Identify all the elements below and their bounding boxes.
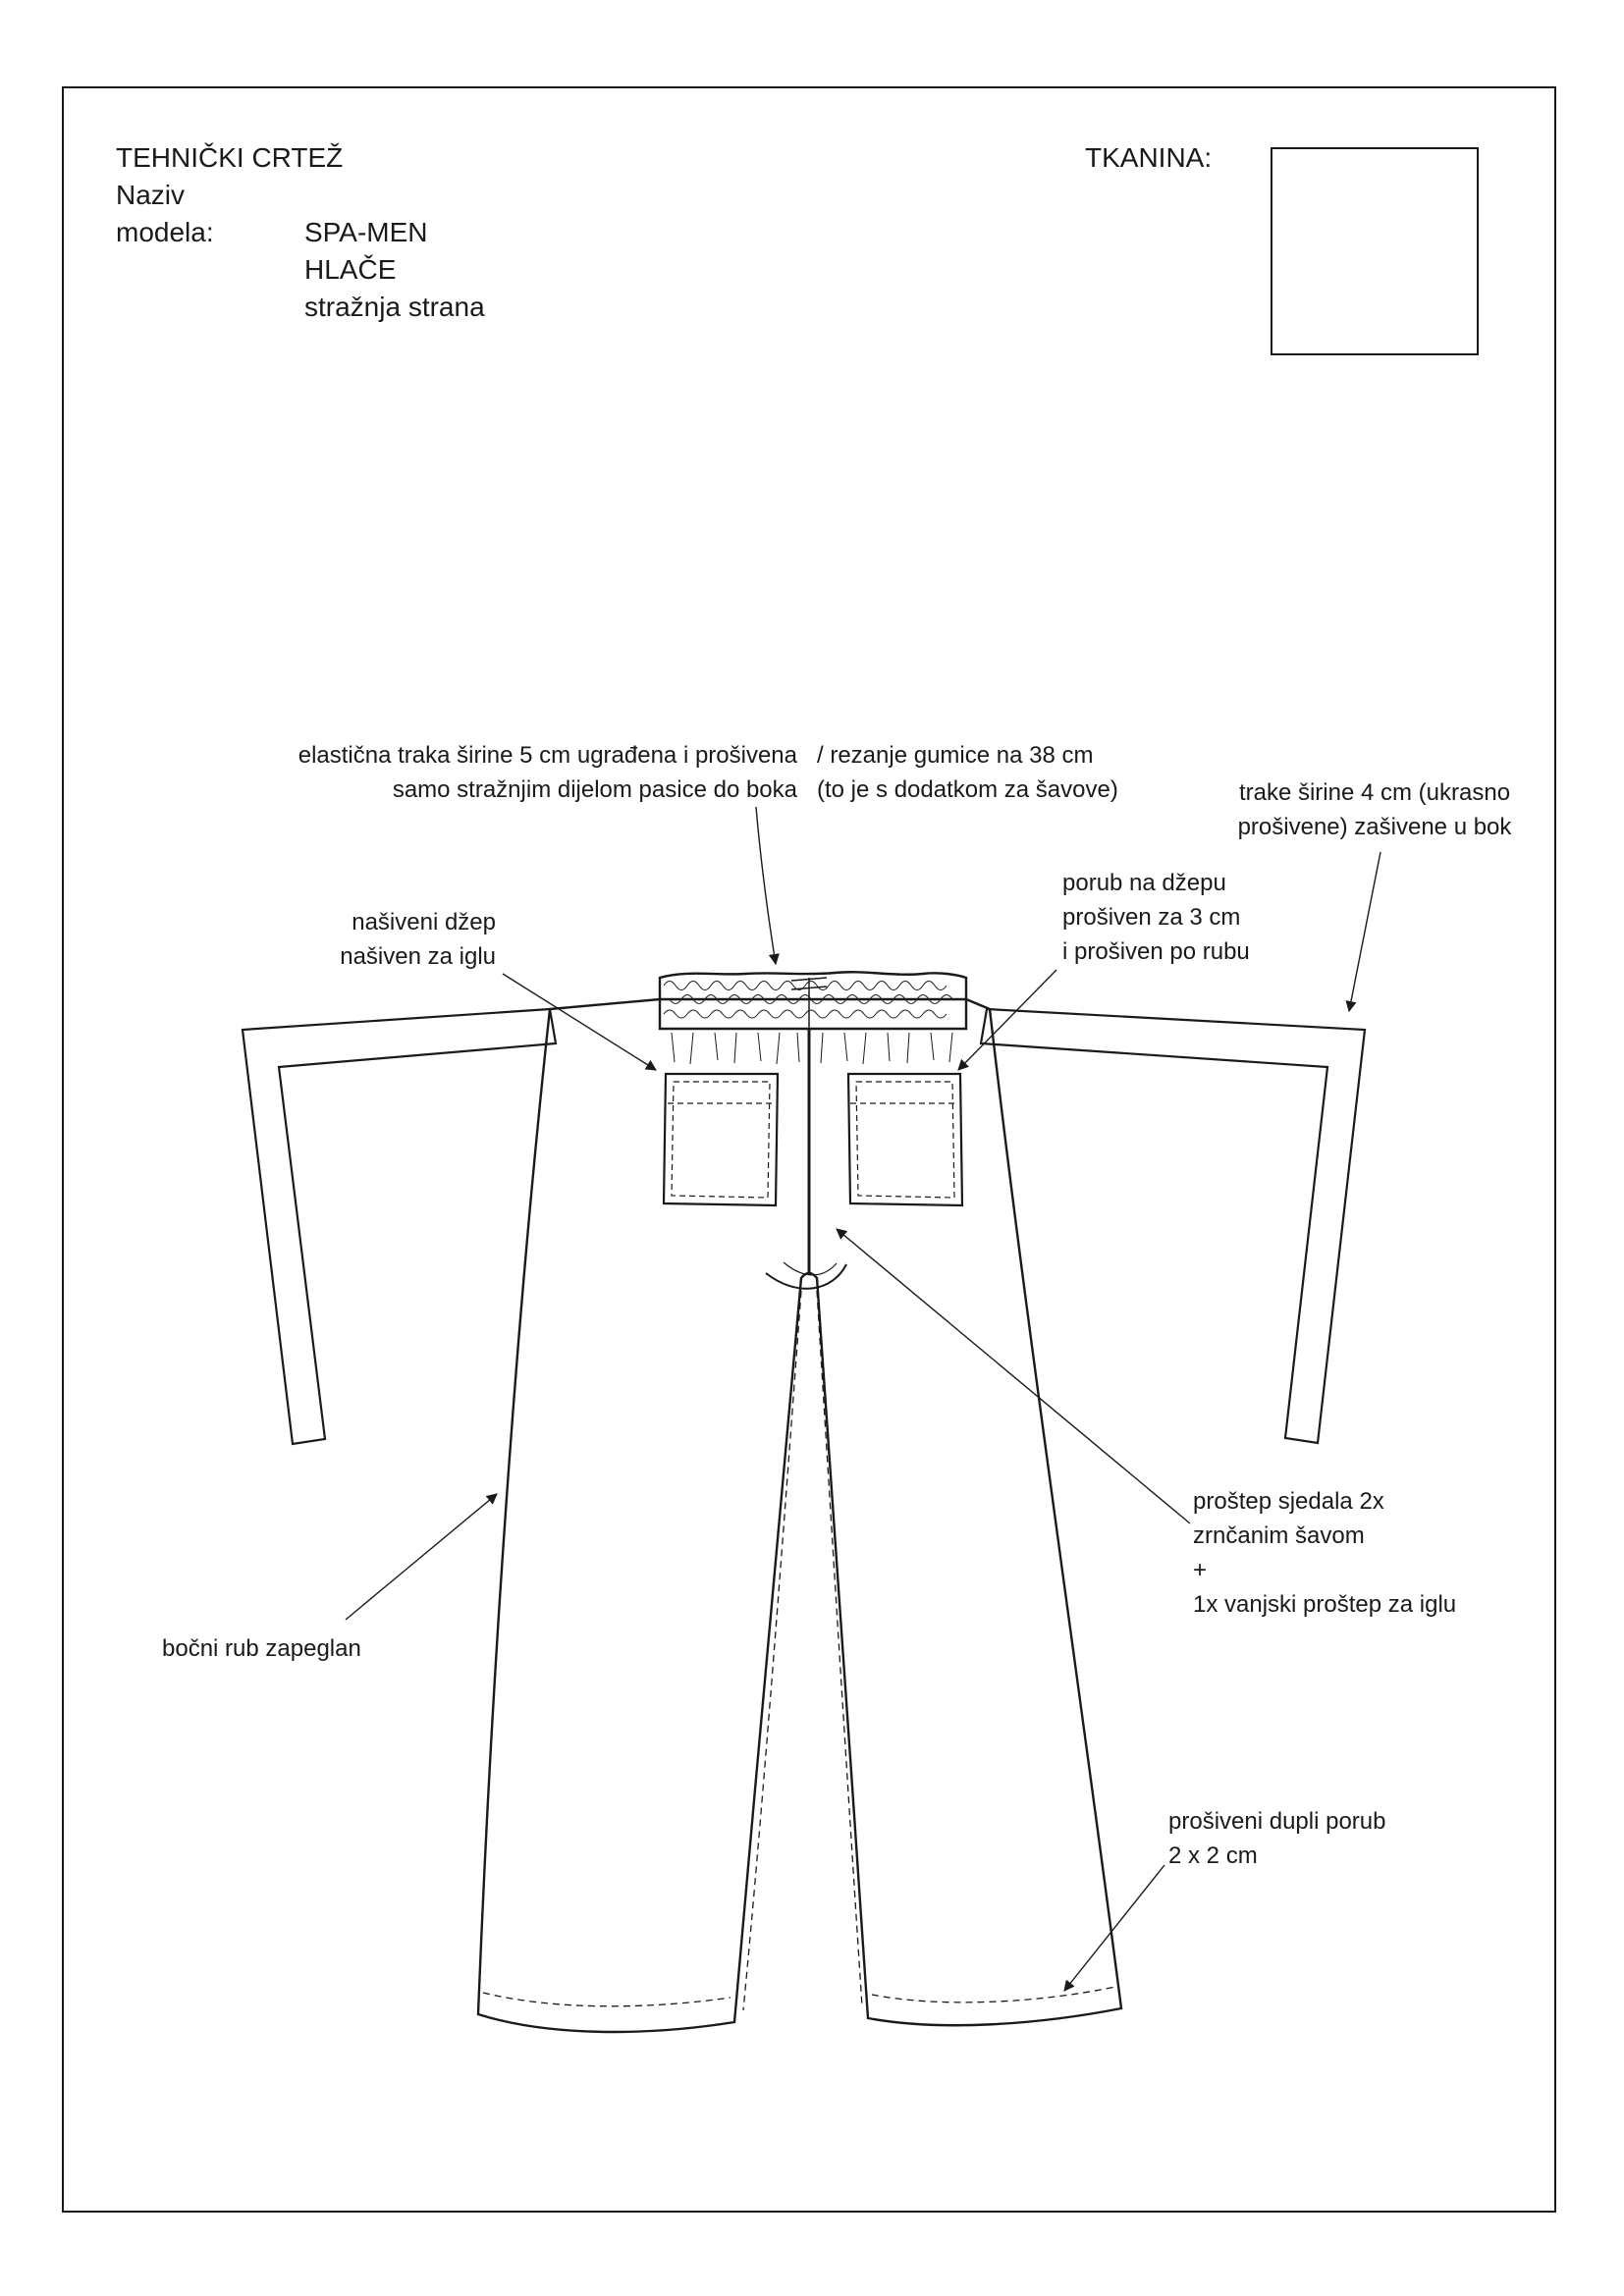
leader-side-hem	[346, 1494, 497, 1620]
elastic-waistband	[660, 972, 966, 1064]
annotation-bottom-hem	[1168, 1804, 1385, 1873]
left-strap	[243, 1009, 556, 1444]
annotation-pocket-hem-line1: porub na džepu	[1062, 870, 1226, 896]
right-hem-stitch	[872, 1987, 1115, 2002]
annotation-seat-seam-line1: proštep sjedala 2x	[1193, 1488, 1384, 1515]
model-label: modela:	[116, 217, 214, 247]
annotation-elastic	[245, 738, 797, 807]
annotation-pocket-hem-line3: i prošiven po rubu	[1062, 938, 1250, 965]
annotation-straps-line2: prošivene) zašivene u bok	[1237, 814, 1512, 840]
annotation-bottom-hem-line1: prošiveni dupli porub	[1168, 1808, 1386, 1835]
annotation-elastic-cut-line2: (to je s dodatkom za šavove)	[817, 776, 1118, 803]
annotation-seat-seam-line2: zrnčanim šavom	[1193, 1522, 1365, 1549]
leader-pocket	[503, 974, 656, 1070]
fabric-label: TKANINA:	[1085, 142, 1213, 173]
model-view: stražnja strana	[304, 292, 485, 322]
leader-bottom-hem	[1064, 1865, 1164, 1991]
page-title: TEHNIČKI CRTEŽ	[116, 142, 344, 173]
leader-elastic	[756, 807, 776, 964]
right-strap	[981, 1009, 1365, 1443]
annotation-elastic-cut	[817, 738, 1118, 807]
model-name: SPA-MEN	[304, 217, 428, 247]
annotation-pocket	[226, 905, 496, 974]
annotation-pocket-line2: našiven za iglu	[340, 943, 496, 970]
annotation-seat-seam	[1193, 1484, 1456, 1622]
annotation-seat-seam-line3: +	[1193, 1557, 1208, 1583]
right-pocket	[848, 1074, 962, 1205]
annotation-pocket-hem-line2: prošiven za 3 cm	[1062, 904, 1241, 931]
annotation-elastic-line2: samo stražnjim dijelom pasice do boka	[392, 776, 797, 803]
annotation-pocket-line1: našiveni džep	[352, 909, 496, 935]
pants-body	[478, 999, 1121, 2032]
annotation-pocket-hem	[1062, 866, 1250, 969]
center-back-seam	[766, 1029, 846, 1289]
leader-straps	[1349, 852, 1380, 1011]
annotation-seat-seam-line4: 1x vanjski proštep za iglu	[1193, 1591, 1457, 1618]
waist-gathers	[672, 1033, 952, 1064]
right-inseam-stitch	[817, 1291, 862, 2006]
annotation-straps-line1: trake širine 4 cm (ukrasno	[1238, 779, 1511, 806]
annotation-side-hem-line1: bočni rub zapeglan	[162, 1635, 361, 1662]
elastic-texture-row3	[664, 1010, 947, 1018]
annotation-elastic-cut-line1: / rezanje gumice na 38 cm	[817, 742, 1094, 769]
annotation-elastic-line1: elastična traka širine 5 cm ugrađena i prošivena	[298, 742, 797, 769]
leader-pocket-hem	[958, 970, 1056, 1070]
left-pocket	[664, 1074, 778, 1205]
annotation-side-hem	[162, 1631, 361, 1666]
leader-seat-seam	[837, 1229, 1190, 1523]
annotation-straps	[1222, 775, 1527, 844]
left-inseam-stitch	[743, 1291, 801, 2010]
naziv-label: Naziv	[116, 180, 186, 210]
annotation-bottom-hem-line2: 2 x 2 cm	[1168, 1842, 1258, 1869]
model-type: HLAČE	[304, 254, 397, 285]
left-hem-stitch	[483, 1993, 731, 2006]
